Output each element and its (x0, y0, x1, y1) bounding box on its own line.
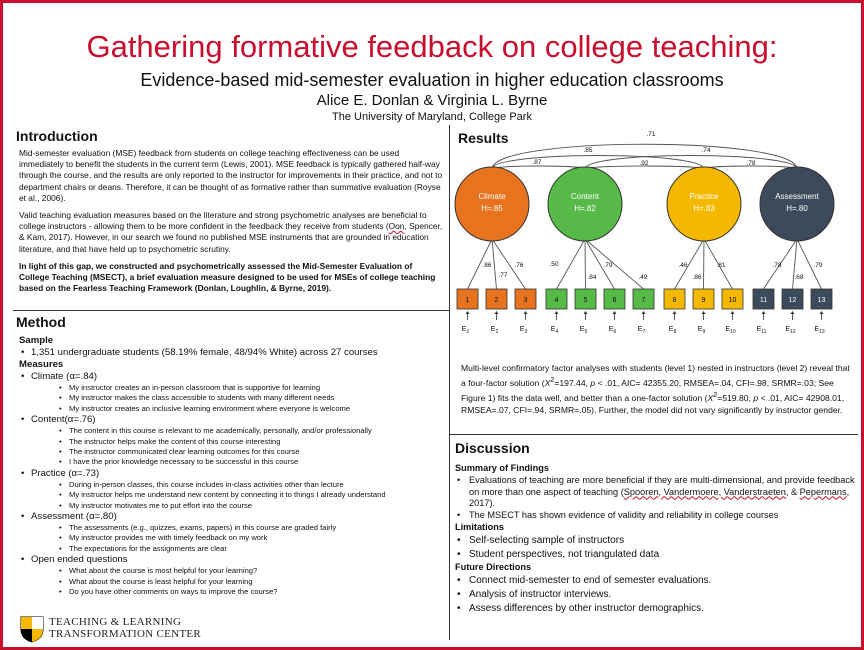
summary-item-2: • The MSECT has shown evidence of validity and reliability in college courses (455, 510, 855, 522)
measure-item: • Do you have other comments on ways to improve the course? (19, 587, 445, 597)
arrow-head-icon (702, 311, 706, 314)
measure-item: • My instructor motivates me to put effort into the course (19, 501, 445, 511)
intro-heading: Introduction (16, 128, 98, 144)
loading-label: .79 (603, 262, 613, 269)
logo-line-1: TEACHING & LEARNING (49, 616, 182, 628)
summary-cite-2: Pepermans (799, 486, 847, 497)
loading-label: .46 (678, 262, 688, 269)
measure-item: • My instructor creates an inclusive learning environment where everyone is welcome (19, 404, 445, 414)
loading-label: .84 (587, 274, 597, 281)
error-subscript: 7 (642, 329, 646, 335)
error-prefix: E (814, 326, 820, 333)
arrow-head-icon (791, 311, 795, 314)
results-text-c: < .01, AIC= 42908.01, RMSEA=.07, CFI=.94, SRMR=.05). Further, the model did not vary significantly by instructor gender. (461, 392, 845, 415)
loading-path (704, 239, 705, 289)
error-subscript: 11 (761, 329, 767, 335)
loading-label: .77 (498, 272, 508, 279)
umd-shield-icon (19, 615, 45, 643)
error-term (757, 326, 767, 335)
error-subscript: 1 (466, 329, 470, 335)
loading-path (793, 239, 798, 289)
arrow-head-icon (613, 311, 617, 314)
poster-title: Gathering formative feedback on college teaching: (86, 29, 778, 64)
item-number: 3 (523, 297, 528, 304)
measure-item: • The instructor communicated clear learning outcomes for this course (19, 447, 445, 457)
loading-label: .86 (692, 274, 702, 281)
error-prefix: E (550, 326, 556, 333)
arrow-head-icon (820, 311, 824, 314)
intro-paragraph-3: In light of this gap, we constructed and psychometrically assessed the Mid-Semester Evaluation of College Teaching (MSECT), a brief evaluation measure designed to be used for MSEs of college teaching based on the Fearless Teaching Framework (Donlan, Loughlin, & Byrne, 2019). (19, 260, 436, 294)
factor-name: Climate (478, 192, 506, 201)
arrow-head-icon (673, 311, 677, 314)
measure-item: • My instructor makes the class accessible to students with many different needs (19, 393, 445, 403)
error-prefix: E (461, 326, 467, 333)
item-number: 6 (612, 297, 617, 304)
error-term (669, 326, 677, 335)
factor-name: Practice (689, 192, 719, 201)
item-number: 8 (672, 297, 677, 304)
loading-label: .68 (794, 274, 804, 281)
chi-symbol-1: X (544, 377, 551, 388)
measure-item: • My instructor provides me with timely feedback on my work (19, 533, 445, 543)
measure-item: • My instructor creates an in-person classroom that is supportive for learning (19, 383, 445, 393)
loading-label: .79 (813, 262, 823, 269)
error-term (551, 326, 559, 335)
measure-item: • The assessments (e.g., quizzes, exams, papers) in this course are graded fairly (19, 523, 445, 533)
measure-item: • I have the prior knowledge necessary to be successful in this course (19, 457, 445, 467)
intro-p2-start: Valid teaching evaluation measures based on the literature and strong psychometric analyses are beneficial to college instructors - allowing them to be more confident in the feedback they receive from students ( (19, 210, 427, 232)
error-subscript: 8 (673, 329, 677, 335)
error-prefix: E (725, 326, 731, 333)
error-subscript: 5 (584, 329, 588, 335)
item-number: 2 (494, 297, 499, 304)
summary-heading: Summary of Findings (455, 463, 549, 473)
intro-body (19, 148, 443, 300)
future-item: • Assess differences by other instructor demographics. (455, 602, 855, 616)
section-divider-right (450, 434, 858, 435)
arrow-head-icon (524, 311, 528, 314)
covariance-label: .87 (532, 159, 542, 166)
loading-label: .78 (772, 262, 782, 269)
error-term (580, 326, 588, 335)
tltc-logo (19, 615, 239, 643)
measure-group-label: • Climate (α=.84) (19, 371, 445, 383)
measure-groups (19, 371, 445, 598)
arrow-head-icon (555, 311, 559, 314)
factor-reliability: H=.83 (693, 204, 715, 213)
column-divider (449, 125, 450, 640)
arrow-head-icon (762, 311, 766, 314)
factor-name: Content (570, 192, 600, 201)
results-text-b: < .01, AIC= 42355.20, RMSEA=.04, CFI=.98, SRMR=.03; See Figure 1) fits the data well, and better than a one-factor solution ( (461, 377, 834, 403)
item-number: 5 (583, 297, 588, 304)
chi-value-2: =519.80, (717, 392, 754, 403)
error-prefix: E (637, 326, 643, 333)
error-prefix: E (785, 326, 791, 333)
measure-group-label: • Assessment (α=.80) (19, 511, 445, 523)
error-prefix: E (608, 326, 614, 333)
chi-value-1: =197.44, (554, 377, 591, 388)
error-subscript: 3 (524, 329, 528, 335)
measure-item: • What about the course is most helpful for your learning? (19, 566, 445, 576)
method-body (19, 335, 445, 598)
error-prefix: E (697, 326, 703, 333)
loading-path (492, 239, 497, 289)
loading-label: .76 (514, 262, 524, 269)
method-heading: Method (16, 314, 66, 330)
results-text-a: Multi-level confirmatory factor analyses with students (level 1) nested in instructors (level 2) reveal that a four-factor solution ( (461, 363, 850, 388)
results-paragraph (461, 362, 853, 416)
error-term (785, 326, 795, 335)
arrow-head-icon (731, 311, 735, 314)
chi-sup-1: 2 (550, 376, 555, 384)
error-term (698, 326, 706, 335)
loading-path (585, 239, 644, 289)
chi-symbol-2: X (707, 392, 714, 403)
measure-group-label: • Content(α=.76) (19, 414, 445, 426)
item-number: 11 (759, 297, 768, 304)
arrow-head-icon (466, 311, 470, 314)
covariance-label: .78 (746, 160, 756, 167)
intro-p2-cite: Oon (388, 221, 405, 232)
summary-text-c: , 2017). (469, 486, 850, 509)
arrow-head-icon (495, 311, 499, 314)
future-heading: Future Directions (455, 561, 532, 572)
error-term (491, 326, 499, 335)
error-subscript: 2 (495, 329, 499, 335)
future-item: • Analysis of instructor interviews. (455, 588, 855, 602)
intro-paragraph-2 (19, 210, 443, 255)
factor-reliability: H=.82 (574, 204, 596, 213)
p-symbol-1: p (590, 377, 596, 388)
limitation-item: • Student perspectives, not triangulated data (455, 548, 855, 562)
covariance-arc (492, 166, 585, 169)
error-subscript: 4 (555, 329, 559, 335)
summary-text-b: , & (785, 486, 800, 497)
error-term (814, 326, 824, 335)
measure-item: • The content in this course is relevant to me academically, personally, and/or professionally (19, 426, 445, 436)
measures-heading: Measures (19, 359, 64, 370)
loading-label: .81 (716, 262, 726, 269)
sample-item: • 1,351 undergraduate students (58.19% female, 48/94% White) across 27 courses (19, 347, 445, 359)
discussion-body (455, 463, 855, 616)
factor-name: Assessment (775, 192, 819, 201)
sample-heading: Sample (19, 335, 54, 346)
factor-reliability: H=.80 (786, 204, 808, 213)
summary-cite-1: Spooren, Vandermoere, Vanderstraeten (623, 486, 786, 497)
affiliation: The University of Maryland, College Park (332, 111, 532, 123)
error-prefix: E (490, 326, 496, 333)
error-term (725, 326, 735, 335)
item-number: 12 (788, 297, 797, 304)
measure-item: • What about the course is least helpful for your learning (19, 577, 445, 587)
covariance-label: .85 (583, 147, 593, 154)
error-prefix: E (668, 326, 674, 333)
measure-item: • The expectations for the assignments are clear (19, 544, 445, 554)
error-term (609, 326, 617, 335)
item-number: 1 (465, 297, 470, 304)
authors: Alice E. Donlan & Virginia L. Byrne (316, 92, 548, 109)
logo-line-2: TRANSFORMATION CENTER (49, 628, 202, 640)
item-number: 7 (641, 297, 646, 304)
measure-item: • During in-person classes, this course includes in-class activities other than lecture (19, 480, 445, 490)
error-subscript: 13 (819, 329, 825, 335)
discussion-heading: Discussion (455, 440, 530, 456)
error-prefix: E (519, 326, 525, 333)
error-prefix: E (756, 326, 762, 333)
loading-label: .86 (482, 262, 492, 269)
summary-text-a: Evaluations of teaching are more beneficial if they are multi-dimensional, and provide feedback on more than one aspect of teaching ( (469, 474, 855, 497)
cfa-diagram (451, 127, 859, 342)
error-subscript: 6 (613, 329, 617, 335)
arrow-head-icon (584, 311, 588, 314)
factor-reliability: H=.85 (481, 204, 503, 213)
covariance-label: .71 (646, 131, 656, 138)
error-term (638, 326, 646, 335)
limitation-item: • Self-selecting sample of instructors (455, 534, 855, 548)
loading-label: .49 (638, 274, 648, 281)
measure-item: • My instructor helps me understand new content by connecting it to things I already understand (19, 490, 445, 500)
intro-p2-end: , Spencer, & Kam, 2017). However, in our search we found no published MSE instruments that are grounded in education literature, and that have held up to psychometric scrutiny. (19, 221, 443, 254)
covariance-label: .92 (639, 160, 649, 167)
limitations-heading: Limitations (455, 521, 505, 532)
measure-group-label: • Practice (α=.73) (19, 468, 445, 480)
item-number: 10 (728, 297, 737, 304)
item-number: 13 (817, 297, 826, 304)
error-subscript: 12 (790, 329, 796, 335)
chi-sup-2: 2 (713, 390, 718, 399)
error-subscript: 10 (730, 329, 736, 335)
item-number: 9 (701, 297, 706, 304)
section-divider-left (13, 310, 449, 311)
poster-subtitle: Evidence-based mid-semester evaluation in higher education classrooms (140, 70, 724, 90)
loading-label: .50 (549, 261, 559, 268)
p-symbol-2: p (753, 392, 759, 403)
measure-group-label: • Open ended questions (19, 554, 445, 566)
loading-path (585, 239, 586, 289)
item-number: 4 (554, 297, 559, 304)
error-prefix: E (579, 326, 585, 333)
results-heading: Results (458, 130, 509, 146)
error-subscript: 9 (702, 329, 706, 335)
error-term (520, 326, 528, 335)
future-item: • Connect mid-semester to end of semester evaluations. (455, 574, 855, 588)
error-term (462, 326, 470, 335)
loading-path (557, 239, 586, 289)
summary-item-1 (455, 475, 855, 510)
covariance-label: .74 (701, 147, 711, 154)
intro-paragraph-1: Mid-semester evaluation (MSE) feedback from students on college teaching effectiveness can be used immediately to benefit the students in the current term (Lewis, 2001). MSE feedback is typically gathered half-way through the course, and the results are only reported to the instructor for improvements in their practice, and not to department chairs or deans. Therefore, it can be thought of as formative rather than summative evaluation (Royse et al., 2006). (19, 148, 443, 203)
measure-item: • The instructor helps make the content of this course interesting (19, 437, 445, 447)
arrow-head-icon (642, 311, 646, 314)
